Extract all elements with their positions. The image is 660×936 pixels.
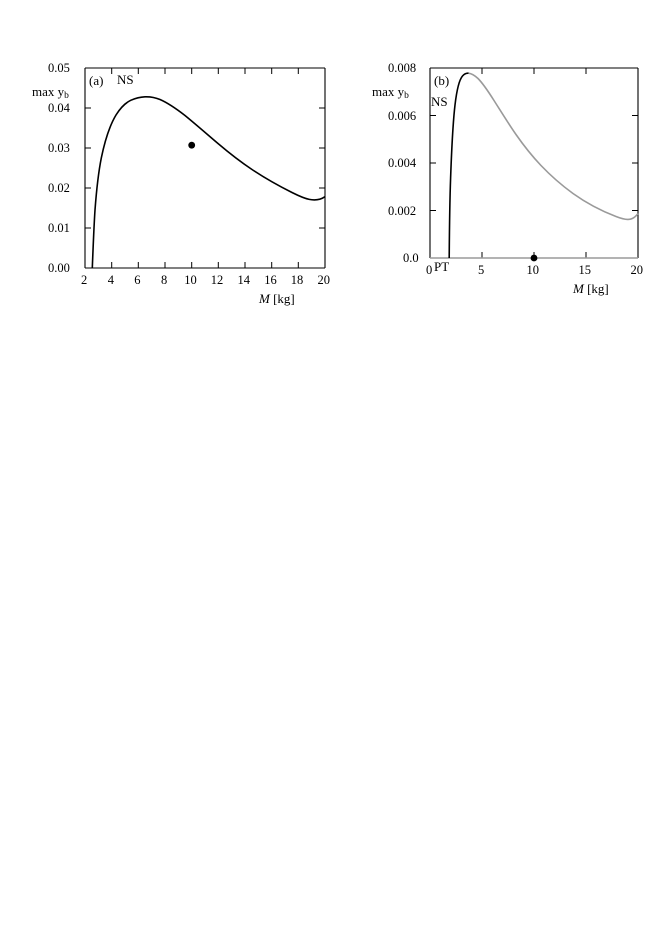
- x-tick-a-3: 8: [161, 273, 168, 287]
- y-tick-b-0: 0.0: [403, 251, 419, 265]
- axis-a-x-ticks: [85, 68, 325, 268]
- x-axis-label-b-unit: [kg]: [583, 281, 609, 296]
- x-tick-a-0: 2: [81, 273, 88, 287]
- x-axis-label-a-var: M: [259, 291, 270, 306]
- x-tick-a-1: 4: [107, 273, 114, 287]
- x-tick-a-6: 14: [237, 273, 250, 287]
- x-axis-label-a: [259, 291, 295, 307]
- curve-b-unstable-branch: [449, 73, 468, 258]
- y-axis-label-a-main: max y: [32, 84, 65, 99]
- y-tick-a-2: 0.02: [48, 181, 70, 195]
- y-tick-b-4: 0.008: [388, 61, 417, 75]
- y-tick-a-0: 0.00: [48, 261, 70, 275]
- figure-container: [0, 0, 660, 330]
- x-tick-a-9: 20: [317, 273, 330, 287]
- y-tick-b-1: 0.002: [388, 203, 417, 218]
- y-axis-label-a-sub: b: [64, 91, 69, 101]
- x-tick-b-4: 20: [630, 263, 643, 277]
- y-axis-label-b-main: max y: [372, 84, 405, 99]
- x-axis-label-b-var: M: [573, 281, 584, 296]
- x-axis-label-a-unit: [kg]: [269, 291, 295, 306]
- y-tick-a-5: 0.05: [48, 61, 70, 75]
- solution-marker-a: [188, 142, 195, 149]
- ns-label-b: NS: [431, 94, 448, 109]
- x-tick-b-2: 10: [526, 263, 539, 277]
- x-tick-a-7: 16: [264, 273, 277, 287]
- solution-marker-b: [531, 255, 538, 262]
- x-tick-b-0: 0: [426, 263, 433, 277]
- pt-label-b: PT: [434, 259, 450, 274]
- ns-label-a: NS: [117, 72, 134, 87]
- y-tick-a-4: 0.04: [48, 101, 70, 115]
- y-axis-label-b-sub: b: [404, 91, 409, 101]
- axis-b-y-ticks: [430, 68, 638, 258]
- x-tick-b-3: 15: [578, 263, 591, 277]
- axis-a-y-ticks: [85, 68, 325, 268]
- panel-a-tag: (a): [89, 73, 104, 88]
- x-tick-a-8: 18: [290, 273, 304, 287]
- x-tick-a-4: 10: [184, 273, 197, 287]
- x-axis-label-b: [573, 281, 609, 297]
- curve-b-stable-branch: [469, 73, 639, 219]
- y-axis-label-a: [32, 84, 69, 100]
- chart-panel-b: [330, 0, 660, 330]
- y-tick-b-3: 0.006: [388, 108, 417, 123]
- panel-b-tag: (b): [434, 73, 450, 88]
- x-tick-a-2: 6: [134, 273, 141, 287]
- plot-b-svg: [330, 0, 660, 330]
- x-tick-b-1: 5: [478, 263, 485, 277]
- y-tick-a-1: 0.01: [48, 221, 70, 235]
- y-axis-label-b: [372, 84, 409, 100]
- axis-b-x-ticks: [430, 68, 638, 258]
- chart-panel-a: [0, 0, 345, 330]
- x-tick-a-5: 12: [210, 273, 224, 287]
- y-tick-a-3: 0.03: [48, 141, 70, 155]
- curve-a-branch: [92, 97, 325, 268]
- y-tick-b-2: 0.004: [388, 156, 417, 170]
